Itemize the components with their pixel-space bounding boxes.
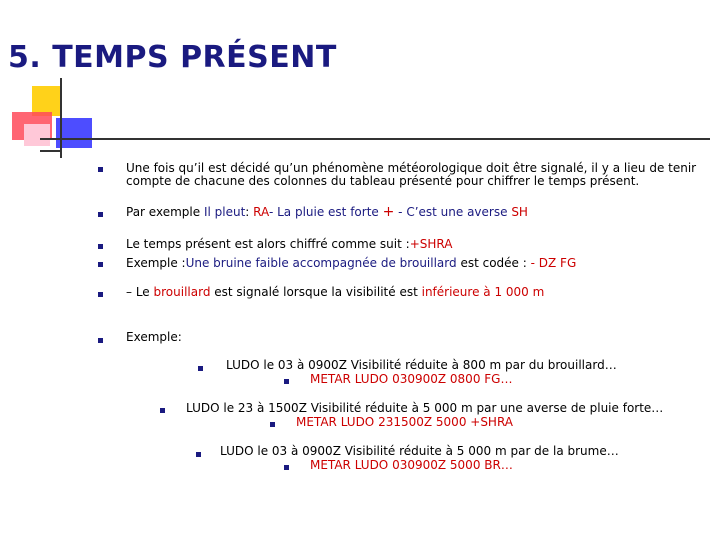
bullet-icon (98, 338, 103, 343)
decor-short-line (40, 150, 62, 152)
bullet-2-code-sh: SH (511, 205, 528, 219)
bullet-icon (284, 379, 289, 384)
bullet-2-lead: Par exemple (126, 205, 201, 219)
bullet-4-code: - DZ FG (530, 256, 577, 270)
bullet-5-fog: brouillard (153, 285, 211, 299)
bullet-icon (160, 408, 165, 413)
bullet-5-mid: est signalé lorsque la visibilité est (214, 285, 418, 299)
slide-title: 5. TEMPS PRÉSENT (8, 40, 337, 75)
bullet-3 (126, 237, 452, 251)
bullet-4-phenomenon: Une bruine faible accompagnée de brouillard (185, 256, 457, 270)
example-3-metar: METAR LUDO 030900Z 5000 BR… (310, 458, 513, 472)
bullet-3-code: +SHRA (409, 237, 453, 251)
bullet-2 (126, 205, 528, 219)
bullet-1-line-1: Une fois qu’il est décidé qu’un phénomène météorologique doit être signalé, il y a lieu de tenir (126, 161, 697, 175)
bullet-icon (98, 244, 103, 249)
bullet-3-text: Le temps présent est alors chiffré comme suit : (126, 237, 410, 251)
bullet-icon (198, 366, 203, 371)
decor-vertical-line (60, 78, 62, 158)
bullet-icon (98, 262, 103, 267)
bullet-icon (270, 422, 275, 427)
bullet-2-code-ra: RA (253, 205, 269, 219)
example-1-metar: METAR LUDO 030900Z 0800 FG… (310, 372, 513, 386)
bullet-5-lead: – Le (126, 285, 150, 299)
bullet-5-threshold: inférieure à 1 000 m (421, 285, 545, 299)
bullet-icon (98, 167, 103, 172)
bullet-2-shower: - C’est une averse (398, 205, 508, 219)
bullet-icon (98, 292, 103, 297)
bullet-icon (98, 212, 103, 217)
bullet-6: Exemple: (126, 330, 182, 344)
example-2-metar: METAR LUDO 231500Z 5000 +SHRA (296, 415, 514, 429)
bullet-1-line-2: compte de chacune des colonnes du tableau présenté pour chiffrer le temps présent. (126, 174, 640, 188)
bullet-5 (126, 285, 544, 299)
bullet-4-lead: Exemple : (126, 256, 186, 270)
bullet-2-intensity: - La pluie est forte (268, 205, 379, 219)
title-divider-line (40, 138, 710, 140)
bullet-2-code-plus: + (382, 204, 395, 220)
example-1-text: LUDO le 03 à 0900Z Visibilité réduite à 800 m par du brouillard… (226, 358, 617, 372)
bullet-2-colon: : (245, 205, 250, 219)
bullet-icon (284, 465, 289, 470)
bullet-2-phenomenon: Il pleut (203, 205, 246, 219)
bullet-4 (126, 256, 576, 270)
example-3-text: LUDO le 03 à 0900Z Visibilité réduite à 5 000 m par de la brume… (220, 444, 619, 458)
example-2-text: LUDO le 23 à 1500Z Visibilité réduite à 5 000 m par une averse de pluie forte… (186, 401, 664, 415)
decor-pink-square (24, 124, 50, 146)
bullet-icon (196, 452, 201, 457)
bullet-4-mid: est codée : (460, 256, 527, 270)
